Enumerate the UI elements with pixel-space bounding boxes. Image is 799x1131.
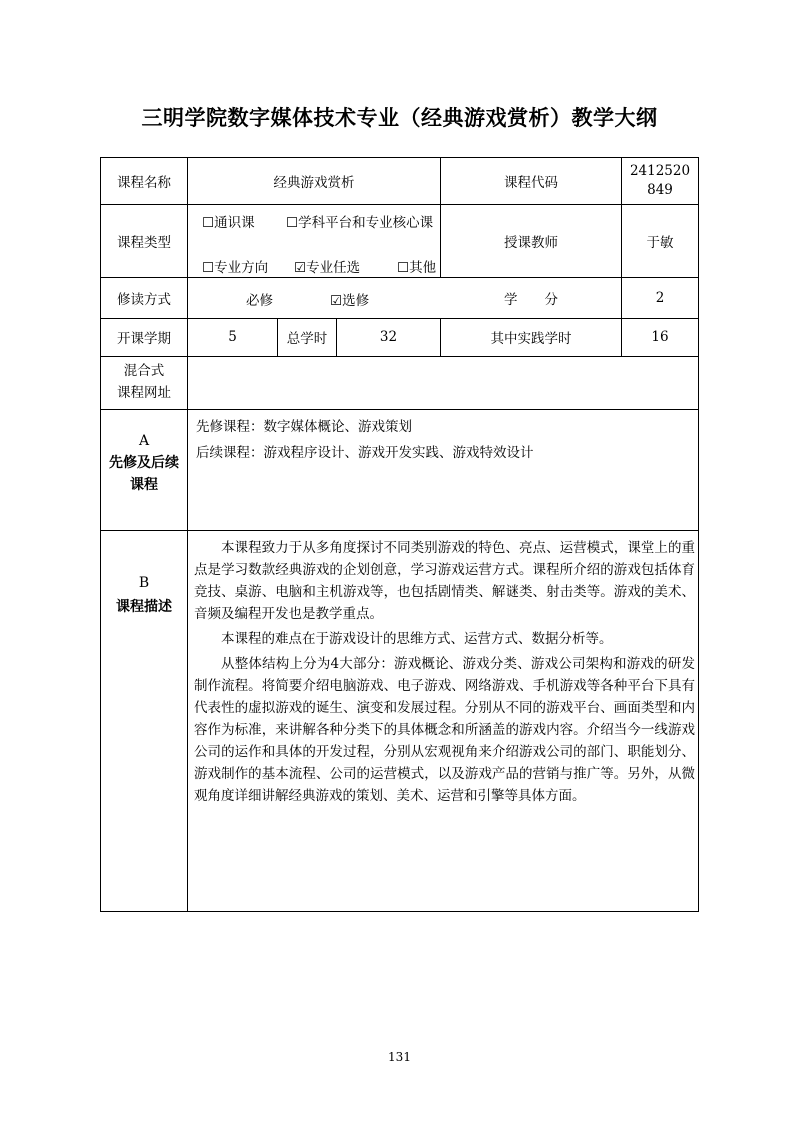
document-title: 三明学院数字媒体技术专业（经典游戏赏析）教学大纲 xyxy=(141,106,658,130)
study-mode-label: 修读方式 xyxy=(117,291,171,308)
page-number: 131 xyxy=(388,1050,411,1064)
total-hours-label: 总学时 xyxy=(286,331,328,347)
option-general: ☐通识课 xyxy=(202,215,255,231)
hybrid-url-label xyxy=(100,356,188,409)
course-code-line1: 2412520 xyxy=(629,163,691,179)
description-paragraph-3: 从整体结构上分为4大部分：游戏概论、游戏分类、游戏公司架构和游戏的研发制作流程。将简要介绍电脑游戏、电子游戏、网络游戏、手机游戏等各种平台下具有代表性的虚拟游戏的诞生、演变和发展过程。分别从不同的游戏平台、画面类型和内容作为标准，来讲解各种分类下的具体概念和所涵盖的游戏内容。介绍当今一线游戏公司的运作和具体的开发过程，分别从宏观视角来介绍游戏公司的部门、职能划分、游戏制作的基本流程、公司的运营模式，以及游戏产品的营销与推广等。另外，从微观角度详细讲解经典游戏的策划、美术、运营和引擎等具体方面。 xyxy=(194,656,695,804)
teacher-label: 授课教师 xyxy=(504,234,558,251)
teacher-value: 于敏 xyxy=(646,234,674,251)
prereq-courses: 先修课程：数字媒体概论、游戏策划 xyxy=(196,419,412,435)
course-name-label: 课程名称 xyxy=(117,174,171,191)
course-code-label: 课程代码 xyxy=(504,174,558,191)
description-paragraph-1: 本课程致力于从多角度探讨不同类别游戏的特色、亮点、运营模式，课堂上的重点是学习数款经典游戏的企划创意，学习游戏运营方式。课程所介绍的游戏包括体育竞技、桌游、电脑和主机游戏等，也包括剧情类、解谜类、射击类等。游戏的美术、音频及编程开发也是教学重点。 xyxy=(194,540,695,622)
course-code-line2: 849 xyxy=(647,182,673,198)
credit-label: 学 分 xyxy=(504,291,558,308)
hybrid-label-line1: 混合式 xyxy=(123,363,165,379)
study-mode-options xyxy=(188,277,440,318)
hybrid-url-value xyxy=(188,356,698,409)
option-core: ☐学科平台和专业核心课 xyxy=(286,215,434,231)
section-b-letter: B xyxy=(138,575,150,591)
study-mode-required: 必修 xyxy=(246,293,273,309)
section-b-content xyxy=(194,537,695,807)
section-a-label-line2: 课程 xyxy=(130,477,158,493)
total-hours-value: 32 xyxy=(379,329,398,345)
semester-value: 5 xyxy=(228,329,237,345)
section-b-label xyxy=(100,571,188,619)
option-other: ☐其他 xyxy=(397,260,437,276)
study-mode-elective: ☑选修 xyxy=(330,293,370,309)
description-paragraph-2: 本课程的难点在于游戏设计的思维方式、运营方式、数据分析等。 xyxy=(221,631,613,647)
option-elective-major: ☑专业任选 xyxy=(294,260,361,276)
section-a-label-line1: 先修及后续 xyxy=(109,455,179,471)
followup-courses: 后续课程：游戏程序设计、游戏开发实践、游戏特效设计 xyxy=(196,445,534,461)
practice-hours-label: 其中实践学时 xyxy=(490,331,572,347)
semester-label: 开课学期 xyxy=(117,331,171,347)
hybrid-label-line2: 课程网址 xyxy=(117,385,171,401)
section-a-label xyxy=(100,409,188,530)
section-a-content xyxy=(196,414,692,466)
course-type-options xyxy=(188,204,440,277)
option-direction: ☐专业方向 xyxy=(202,260,269,276)
course-name-value: 经典游戏赏析 xyxy=(273,174,355,191)
course-type-label: 课程类型 xyxy=(117,234,171,251)
section-b-label-text: 课程描述 xyxy=(116,599,172,615)
section-a-letter: A xyxy=(138,433,150,449)
credit-value: 2 xyxy=(655,289,665,306)
practice-hours-value: 16 xyxy=(651,329,669,345)
course-code-value xyxy=(622,157,698,204)
